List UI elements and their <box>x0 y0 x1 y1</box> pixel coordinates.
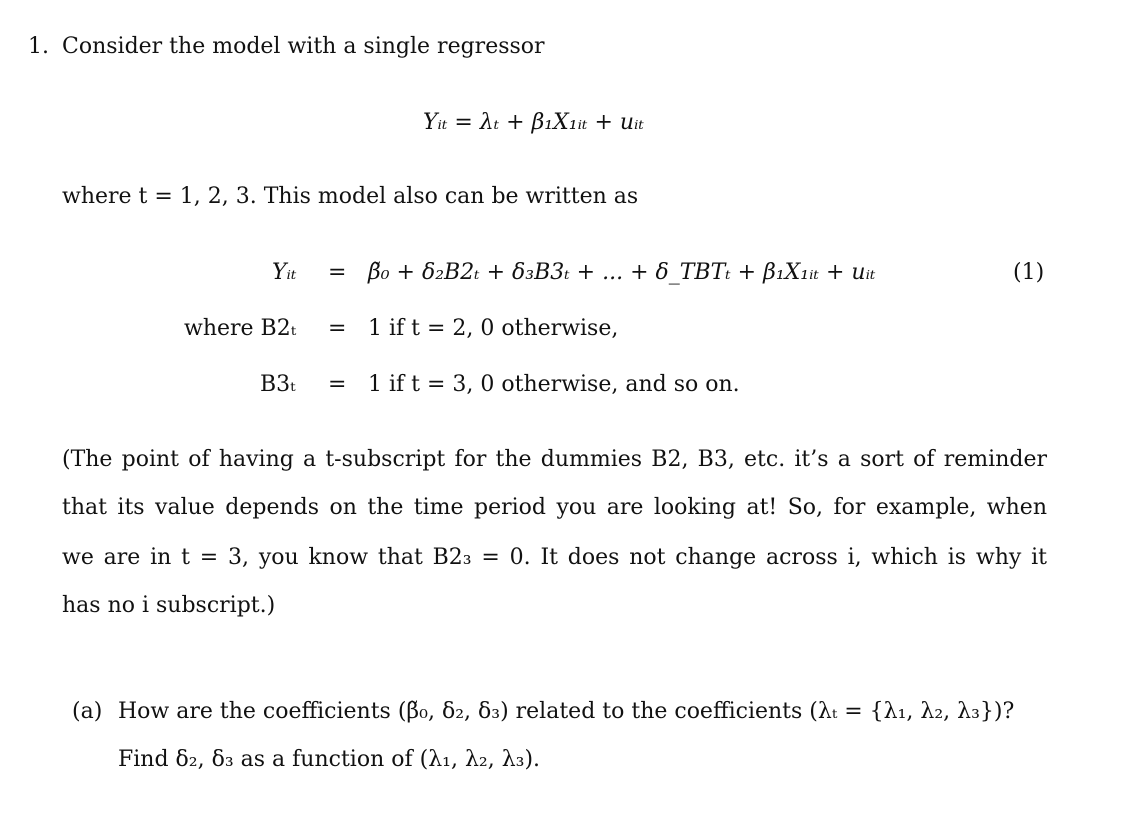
part-a-instruction: Find δ₂, δ₃ as a function of (λ₁, λ₂, λ₃). <box>118 747 541 772</box>
note-line-3: we are in t = 3, you know that B2₃ = 0. It does not change across i, which is why it <box>62 545 1047 570</box>
note-line-1: (The point of having a t-subscript for the dummies B2, B3, etc. it’s a sort of reminder <box>62 447 1047 472</box>
eq-row2-lhs: where B2ₜ <box>184 316 297 341</box>
where-line: where t = 1, 2, 3. This model also can be written as <box>62 184 639 209</box>
eq-row1-equals: = <box>328 260 347 285</box>
eq-row1-rhs: β̃₀ + δ₂B2ₜ + δ₃B3ₜ + ... + δ_TBTₜ + β₁X₁ᵢₜ + uᵢₜ <box>368 260 876 285</box>
eq-row2-rhs: 1 if t = 2, 0 otherwise, <box>368 316 619 341</box>
note-line-4: has no i subscript.) <box>62 593 276 618</box>
question-number: 1. <box>28 34 49 59</box>
eq-row2-equals: = <box>328 316 347 341</box>
model-equation: Yᵢₜ = λₜ + β₁X₁ᵢₜ + uᵢₜ <box>423 110 644 135</box>
eq-row3-lhs: B3ₜ <box>260 372 296 397</box>
note-line-2: that its value depends on the time period you are looking at! So, for example, when <box>62 495 1047 520</box>
question-intro: Consider the model with a single regressor <box>62 34 545 59</box>
eq-row1-lhs: Yᵢₜ <box>272 260 297 285</box>
part-a-question: How are the coefficients (β̃₀, δ₂, δ₃) related to the coefficients (λₜ = {λ₁, λ₂, λ₃})? <box>118 699 1015 724</box>
equation-number: (1) <box>1013 260 1045 285</box>
eq-row3-rhs: 1 if t = 3, 0 otherwise, and so on. <box>368 372 740 397</box>
eq-row3-equals: = <box>328 372 347 397</box>
part-a-label: (a) <box>72 699 103 724</box>
